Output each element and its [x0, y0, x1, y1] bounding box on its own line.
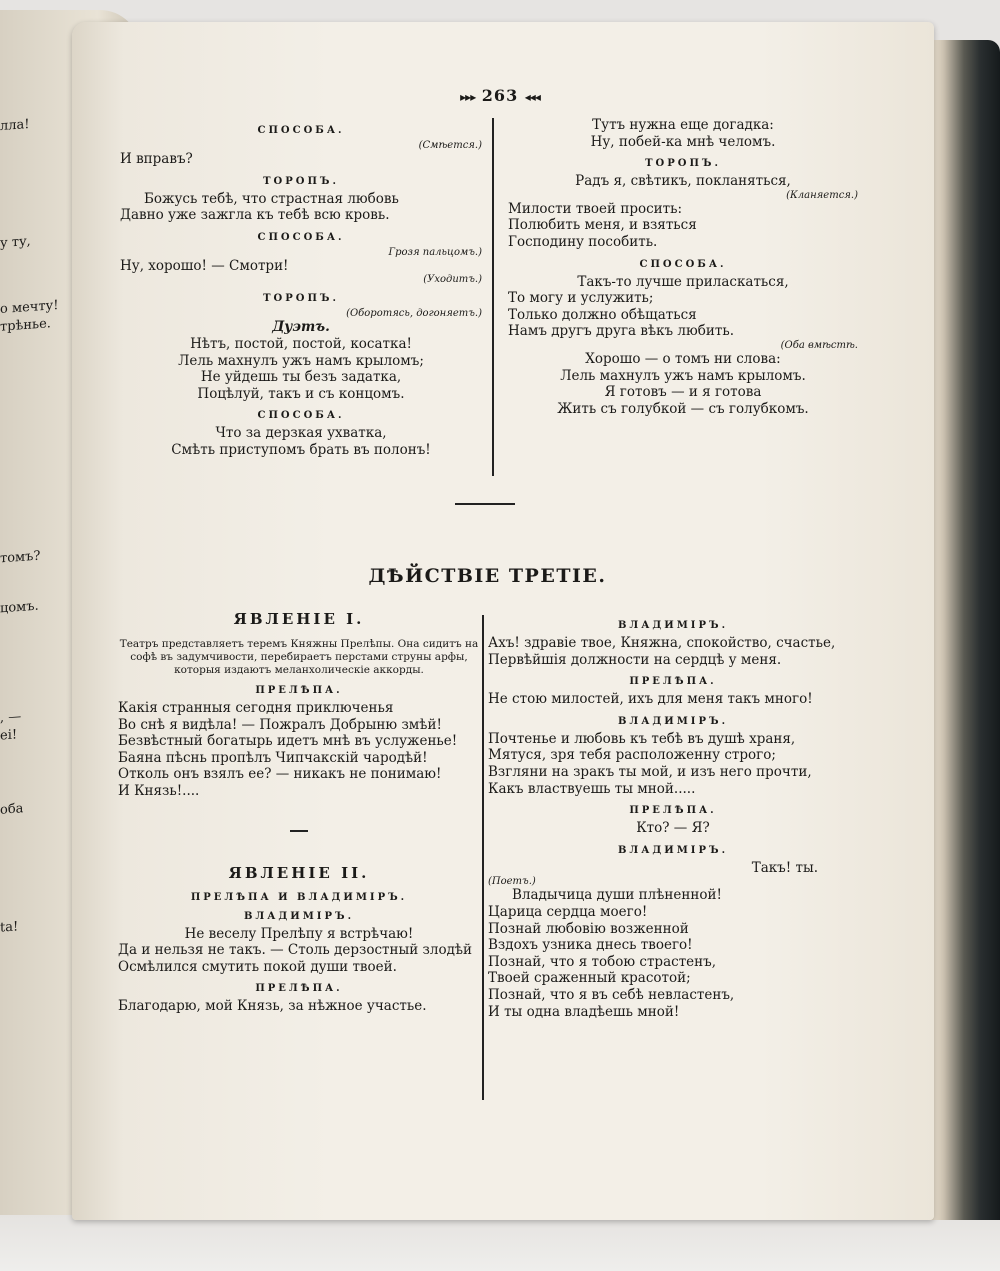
column-2 — [508, 117, 858, 417]
speaker-name: ВЛАДИМІРЪ. — [617, 715, 729, 727]
column-3 — [118, 610, 480, 1015]
verse-line: Взгляни на зракъ ты мой, и изъ него прочти, — [488, 763, 812, 780]
column-rule-bottom — [482, 615, 484, 1100]
left-page-fragment: ta! — [0, 919, 19, 936]
left-page-fragment: о мечту! — [0, 297, 59, 318]
speaker-name: ТОРОПЪ. — [263, 175, 339, 187]
verse-line: Да и нельзя не такъ. — Столь дерзостный злодѣй — [118, 942, 473, 959]
left-page-fragment: лла! — [0, 116, 30, 135]
verse-line: Намъ другъ друга вѣкъ любить. — [508, 323, 734, 340]
verse-line: Какъ властвуешь ты мной..... — [488, 780, 696, 797]
verse-line: И ты одна владѣешь мной! — [488, 1003, 680, 1020]
speaker-name: ПРЕЛѢПА. — [255, 685, 343, 696]
column-rule-top — [492, 118, 494, 476]
verse-line: Не стою милостей, ихъ для меня такъ много! — [488, 691, 813, 708]
stage-direction: Грозя пальцомъ.) — [388, 246, 482, 258]
verse-line: Баяна пѣснь пропѣлъ Чипчакскій чародѣй! — [118, 749, 428, 766]
stage-direction: (Оборотясь, догоняетъ.) — [346, 308, 482, 320]
verse-line: Мятуся, зря тебя расположенну строго; — [488, 747, 776, 764]
verse-line: Познай, что я тобою страстенъ, — [488, 953, 717, 970]
verse-line: Полюбить меня, и взяться — [508, 217, 697, 234]
verse-line: Лель махнулъ ужъ намъ крыломъ. — [560, 367, 806, 384]
verse-line: Ахъ! здравіе твое, Княжна, спокойство, счастье, — [488, 635, 836, 651]
left-page-fragment: оба — [0, 801, 24, 818]
verse-line: Осмѣлился смутить покой души твоей. — [118, 958, 397, 975]
stage-description: Театръ представляетъ теремъ Княжны Прелѣпы. Она сидитъ на софѣ въ задумчивости, перебираетъ перстами струны арфы, которыя издаютъ меланхолическіе аккорды. — [119, 638, 479, 676]
speaker-name: СПОСОБА. — [257, 125, 345, 136]
verse-line: Такъ-то лучше приласкаться, — [577, 273, 789, 290]
speaker-name: ВЛАДИМІРЪ. — [617, 844, 729, 856]
verse-line: Жить съ голубкой — съ голубкомъ. — [557, 400, 809, 417]
page-number-text: 263 — [481, 86, 519, 105]
verse-line: Давно уже зажгла къ тебѣ всю кровь. — [120, 207, 390, 224]
speaker-name: СПОСОБА. — [257, 231, 345, 243]
verse-line: Нѣтъ, постой, постой, косатка! — [190, 335, 412, 352]
scene-heading: ЯВЛЕНІЕ I. — [233, 610, 365, 628]
page-number — [455, 86, 545, 105]
speaker-name: ВЛАДИМІРЪ. — [617, 620, 729, 631]
ornament-left-icon: ▸▸▸ — [460, 90, 476, 104]
verse-line: Какія странныя сегодня приключенья — [118, 700, 394, 716]
section-divider — [455, 503, 515, 505]
left-page-fragment: цомъ. — [0, 598, 39, 617]
left-page-fragment: томъ? — [0, 548, 41, 567]
column-4 — [488, 612, 858, 1020]
stage-direction: (Смѣется.) — [418, 140, 482, 151]
speaker-name: ПРЕЛѢПА. — [629, 805, 717, 817]
left-page-fragment: ei! — [0, 727, 18, 744]
verse-line: Такъ! ты. — [751, 859, 818, 876]
act-title: ДѢЙСТВІЕ ТРЕТІЕ. — [368, 565, 607, 587]
verse-line: Лель махнулъ ужъ намъ крыломъ; — [178, 352, 424, 369]
verse-line: Господину пособить. — [508, 233, 658, 250]
verse-line: И Князь!.... — [118, 782, 200, 799]
verse-line: Во снѣ я видѣла! — Пожралъ Добрыню змѣй! — [118, 716, 442, 733]
verse-line: Поцѣлуй, такъ и съ концомъ. — [197, 385, 405, 402]
verse-line: То могу и услужить; — [508, 290, 654, 307]
stage-direction: (Оба вмѣстѣ. — [780, 339, 858, 351]
verse-line: Первѣйшія должности на сердцѣ у меня. — [488, 651, 782, 668]
verse-line: Смѣть приступомъ брать въ полонъ! — [171, 441, 431, 458]
scene-heading: ЯВЛЕНІЕ II. — [228, 863, 370, 882]
verse-line: Ну, побей-ка мнѣ челомъ. — [590, 133, 776, 150]
verse-line: Я готовъ — и я готова — [604, 384, 762, 401]
verse-line: Почтенье и любовь къ тебѣ въ душѣ храня, — [488, 730, 796, 747]
verse-line: Милости твоей просить: — [508, 200, 683, 217]
verse-line: Не уйдешь ты безъ задатка, — [200, 369, 402, 386]
speaker-name: ТОРОПЪ. — [645, 158, 721, 170]
verse-line: Познай, что я въ себѣ невластенъ, — [488, 986, 735, 1003]
column-1 — [120, 117, 482, 459]
verse-line: Познай любовію возженной — [488, 920, 689, 937]
verse-line: Безвѣстный богатырь идетъ мнѣ въ услуженье! — [118, 733, 458, 750]
verse-line: Вздохъ узника днесь твоего! — [488, 937, 693, 954]
verse-line: Что за дерзкая ухватка, — [215, 425, 387, 442]
verse-line: Владычица души плѣненной! — [512, 887, 722, 904]
scene-separator — [290, 830, 308, 832]
speaker-name: СПОСОБА. — [639, 258, 727, 270]
stage-direction: (Поетъ.) — [488, 876, 536, 888]
speaker-name: ПРЕЛѢПА И ВЛАДИМІРЪ. — [190, 891, 408, 903]
left-page-fragment: трѣнье. — [0, 316, 51, 335]
verse-line: Не веселу Прелѣпу я встрѣчаю! — [184, 925, 414, 942]
verse-line: Тутъ нужна еще догадка: — [592, 117, 774, 133]
verse-line: Отколь онъ взялъ ее? — никакъ не понимаю! — [118, 766, 442, 783]
verse-line: Божусь тебѣ, что страстная любовь — [144, 190, 399, 207]
ornament-right-icon: ◂◂◂ — [524, 90, 540, 104]
left-page-fragment: у ту, — [0, 233, 31, 252]
speaker-name: ПРЕЛѢПА. — [255, 983, 343, 995]
speaker-name: ТОРОПЪ. — [263, 293, 339, 305]
stage-direction: (Уходитъ.) — [423, 274, 482, 286]
verse-line: Благодарю, мой Князь, за нѣжное участье. — [118, 998, 427, 1015]
verse-line: Царица сердца моего! — [488, 903, 648, 920]
speaker-name: СПОСОБА. — [257, 410, 345, 422]
verse-line: Ну, хорошо! — Смотри! — [120, 257, 289, 274]
verse-line: Только должно обѣщаться — [508, 306, 697, 323]
speaker-name: ВЛАДИМІРЪ. — [243, 910, 355, 922]
speaker-name: ПРЕЛѢПА. — [629, 676, 717, 688]
verse-line: Твоей сраженный красотой; — [488, 970, 691, 987]
left-page-fragment: , — — [0, 709, 22, 726]
verse-line: Радъ я, свѣтикъ, покланяться, — [575, 173, 791, 190]
stage-direction: (Кланяется.) — [786, 189, 858, 201]
verse-line: Хорошо — о томъ ни слова: — [585, 350, 781, 367]
verse-line: И вправъ? — [120, 151, 193, 167]
verse-line: Кто? — Я? — [636, 820, 710, 837]
duet-heading: Дуэтъ. — [272, 319, 330, 336]
